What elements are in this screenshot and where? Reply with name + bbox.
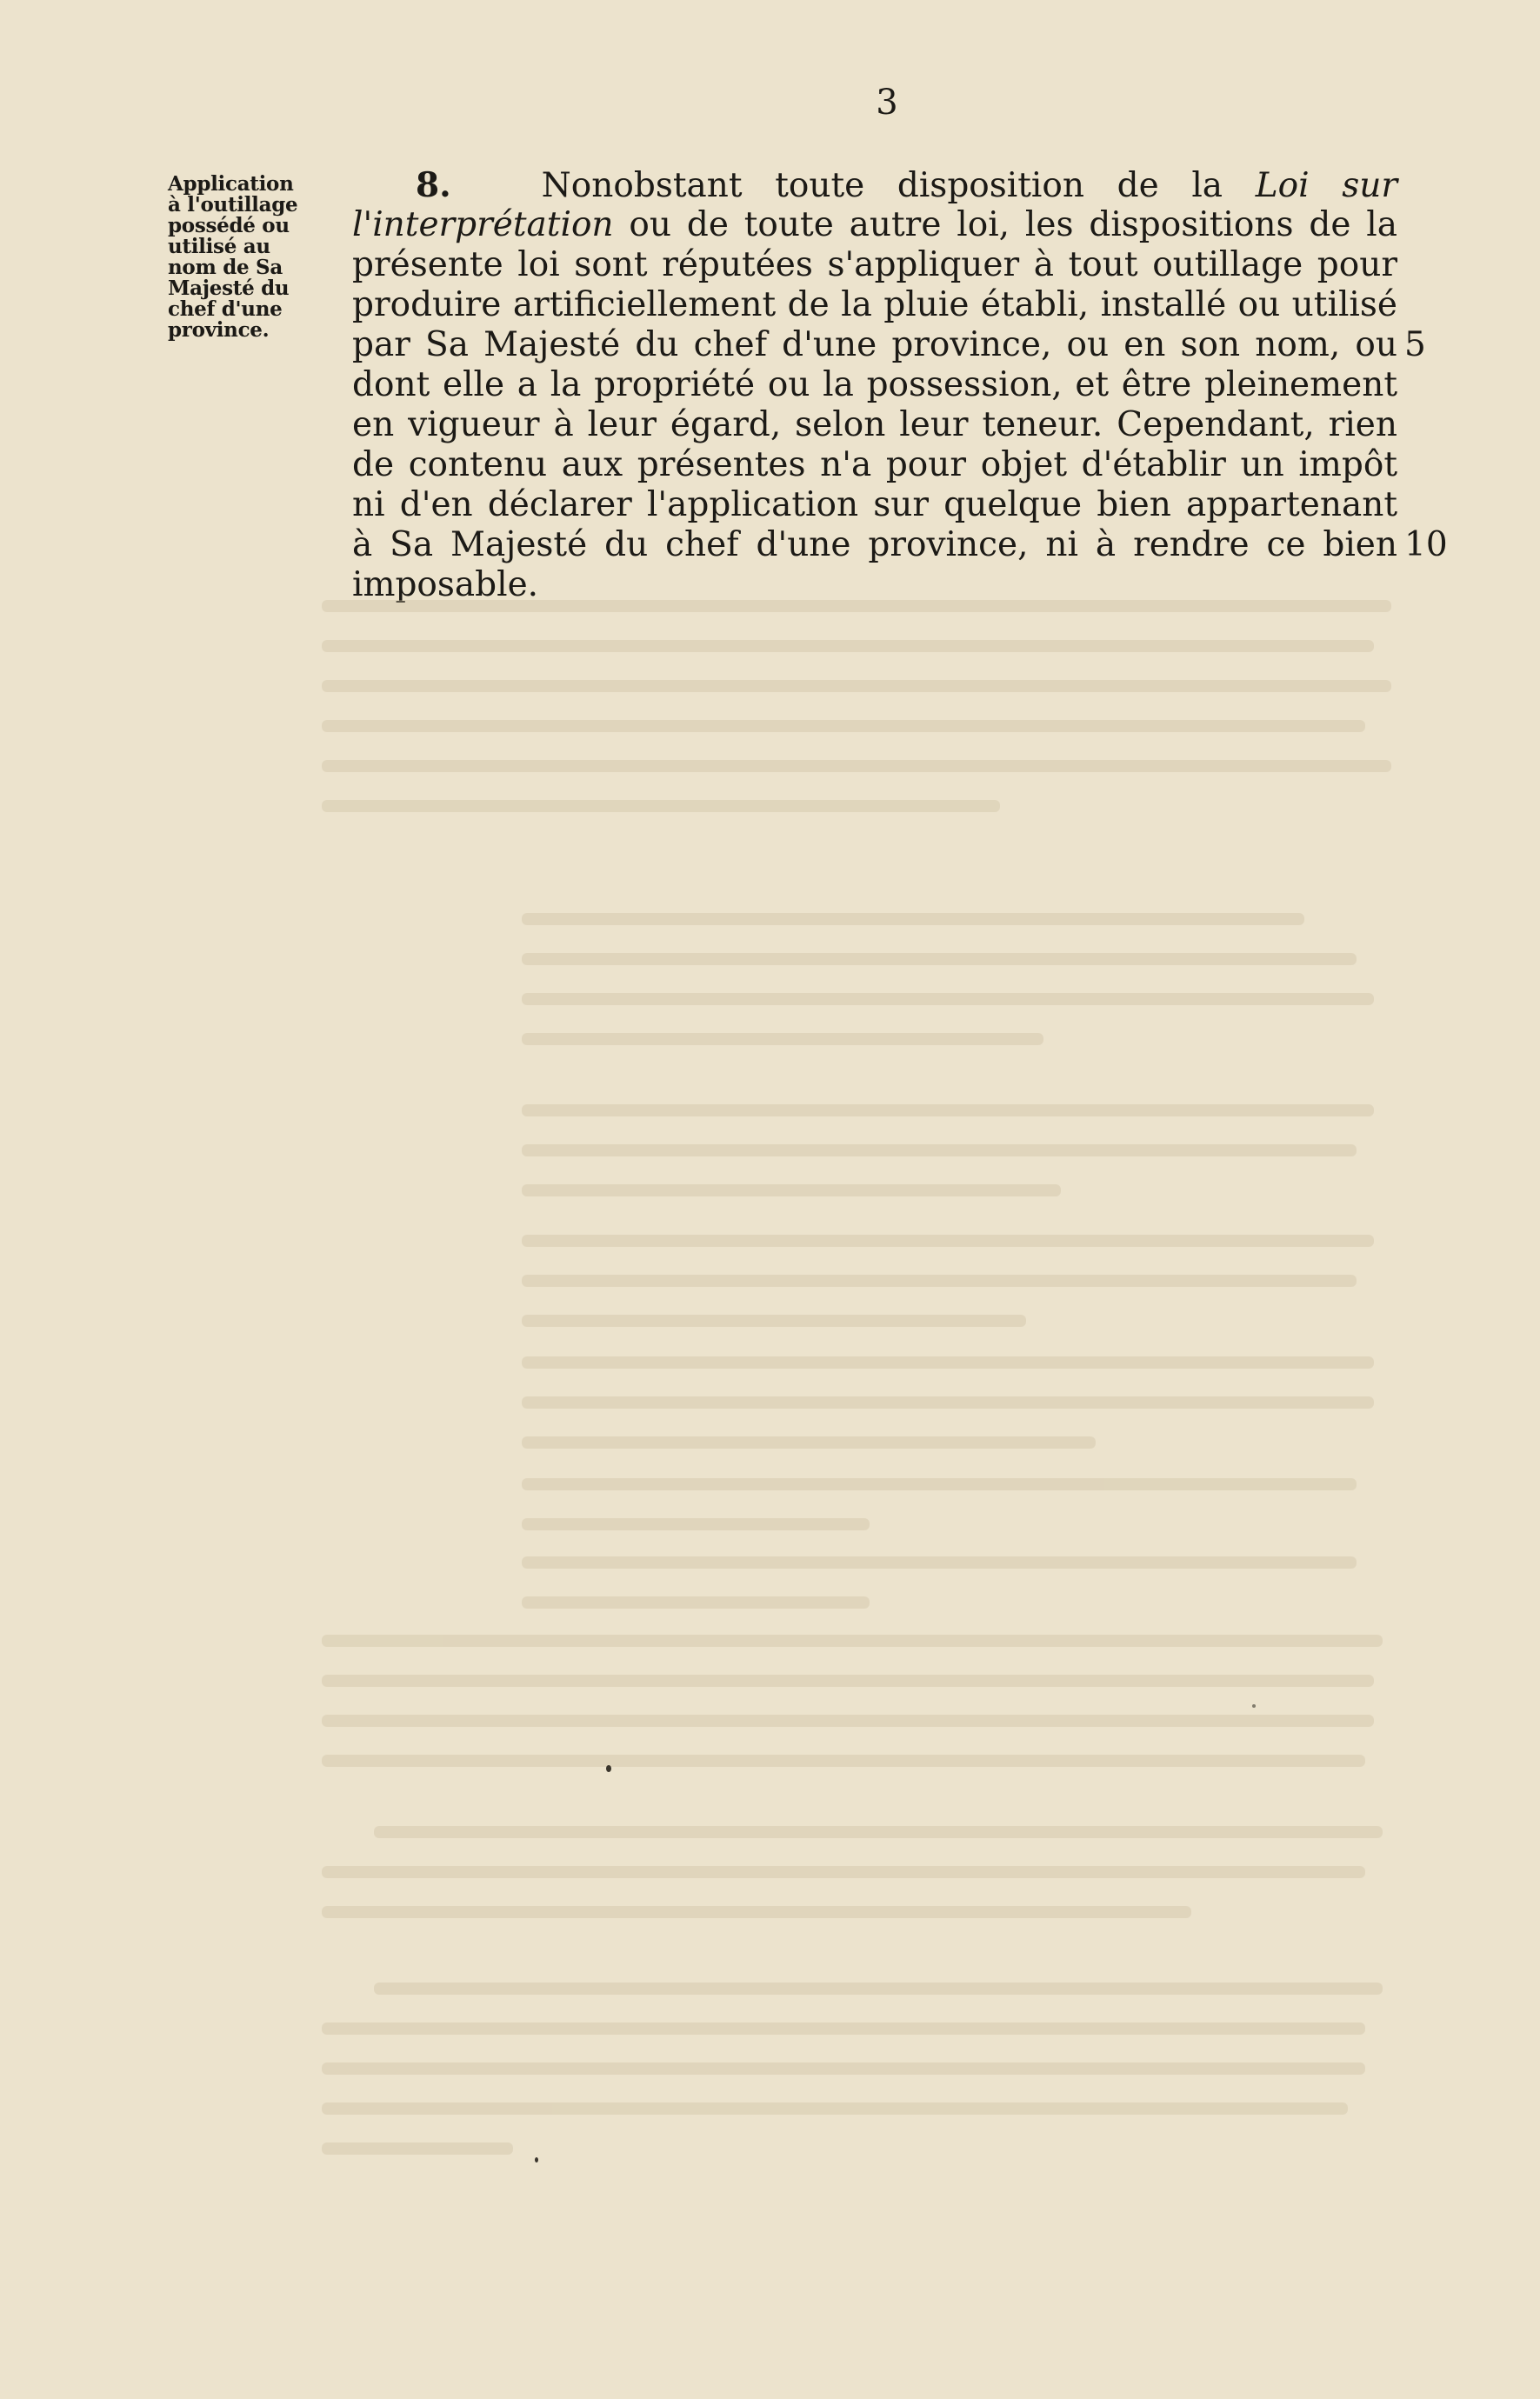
section-text-line: présente loi sont réputées s'appliquer à tout outillage pour — [352, 245, 1397, 284]
margin-note-line: utilisé au — [168, 235, 270, 258]
paper-speck — [535, 2157, 538, 2162]
line-number: 10 — [1404, 525, 1448, 564]
paper-speck — [606, 1765, 611, 1772]
margin-note-line: province. — [168, 318, 270, 342]
line-number: 5 — [1404, 325, 1426, 364]
section-text-line: à Sa Majesté du chef d'une province, ni à rendre ce bien — [352, 525, 1397, 564]
section-text-line — [352, 205, 1397, 245]
section-body — [352, 165, 1397, 605]
section-text-line: de contenu aux présentes n'a pour objet d'établir un impôt — [352, 445, 1397, 484]
section-text: ou de toute autre loi, les dispositions de la — [629, 205, 1397, 244]
margin-note-line: Application — [168, 172, 294, 196]
page-number: 3 — [876, 83, 898, 123]
margin-note-line: chef d'une — [168, 297, 283, 321]
section-first-line — [352, 165, 1397, 205]
section-text-line: ni d'en déclarer l'application sur quelque bien appartenant — [352, 485, 1397, 524]
section-lead-text: Nonobstant toute disposition de la — [541, 166, 1223, 205]
margin-note-line: Majesté du — [168, 277, 290, 300]
section-text-line: dont elle a la propriété ou la possession, et être pleinement — [352, 365, 1397, 404]
margin-note-line: possédé ou — [168, 214, 290, 237]
paper-speck — [1252, 1704, 1256, 1708]
section-text-line: par Sa Majesté du chef d'une province, ou en son nom, ou — [352, 325, 1397, 364]
statute-title-part: Loi sur — [1255, 166, 1397, 205]
section-text-line: en vigueur à leur égard, selon leur teneur. Cependant, rien — [352, 405, 1397, 444]
statute-title-part: l'interprétation — [352, 205, 614, 244]
section-text-line: produire artificiellement de la pluie établi, installé ou utilisé — [352, 285, 1397, 324]
section-number: 8. — [416, 165, 451, 205]
section-text-line: imposable. — [352, 565, 539, 604]
margin-note — [168, 174, 307, 341]
margin-note-line: à l'outillage — [168, 193, 298, 217]
margin-note-line: nom de Sa — [168, 256, 283, 279]
